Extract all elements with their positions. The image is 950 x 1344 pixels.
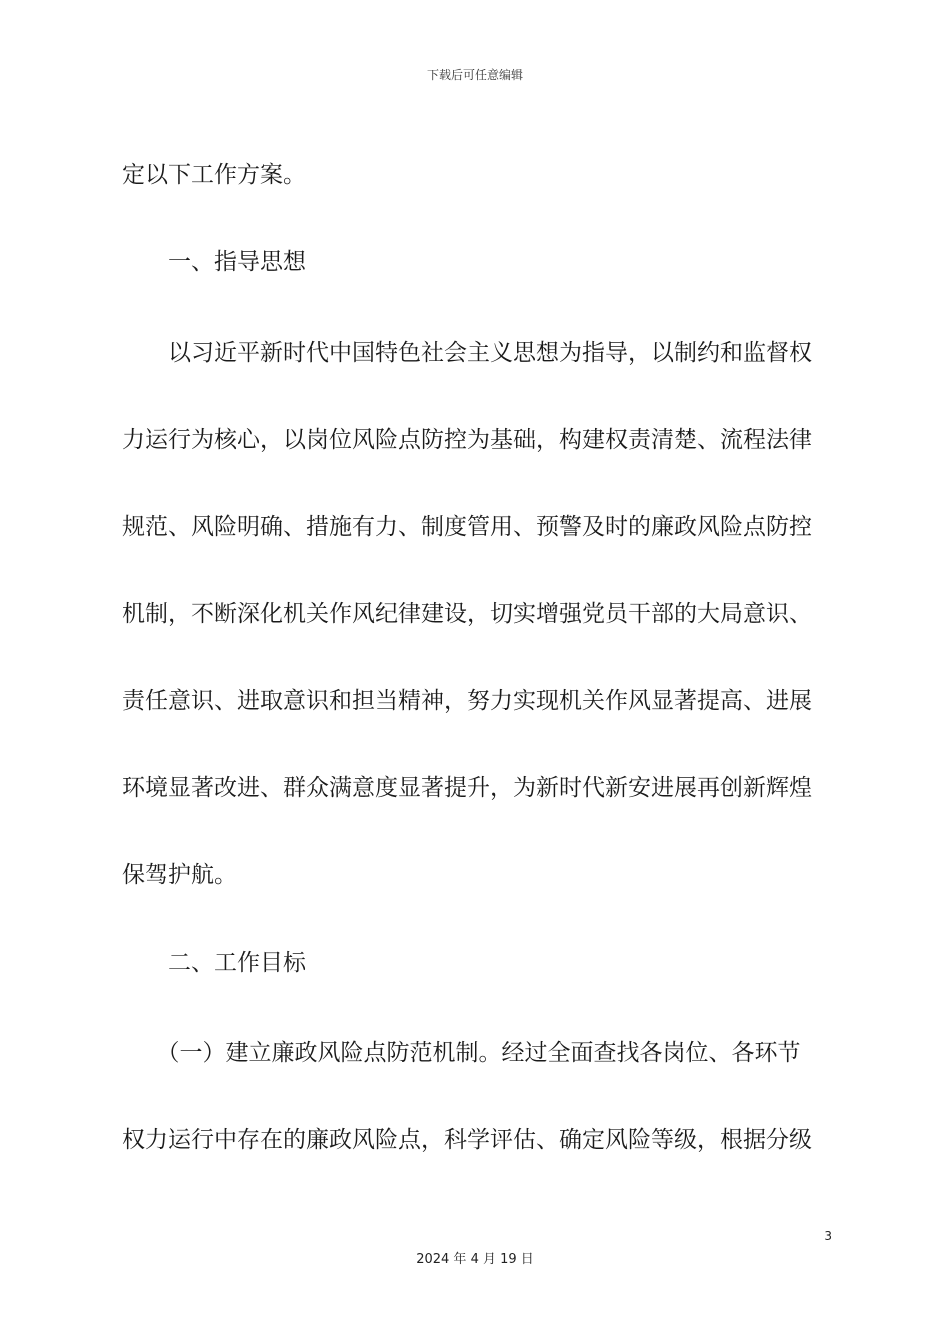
body-line: 权力运行中存在的廉政风险点，科学评估、确定风险等级，根据分级 bbox=[122, 1127, 812, 1153]
footer-date: 2024 年 4 月 19 日 bbox=[416, 1252, 534, 1267]
body-line: 责任意识、进取意识和担当精神，努力实现机关作风显著提高、进展 bbox=[122, 688, 812, 714]
section-heading: 二、工作目标 bbox=[122, 950, 306, 976]
body-line: （一）建立廉政风险点防范机制。经过全面查找各岗位、各环节 bbox=[122, 1040, 801, 1066]
body-line: 机制，不断深化机关作风纪律建设，切实增强党员干部的大局意识、 bbox=[122, 601, 812, 627]
body-line: 保驾护航。 bbox=[122, 862, 237, 888]
body-line: 定以下工作方案。 bbox=[122, 162, 306, 188]
page-number: 3 bbox=[824, 1229, 832, 1243]
body-line: 力运行为核心，以岗位风险点防控为基础，构建权责清楚、流程法律 bbox=[122, 427, 812, 453]
section-heading: 一、指导思想 bbox=[122, 249, 306, 275]
body-line: 规范、风险明确、措施有力、制度管用、预警及时的廉政风险点防控 bbox=[122, 514, 812, 540]
body-line: 环境显著改进、群众满意度显著提升，为新时代新安进展再创新辉煌 bbox=[122, 775, 812, 801]
page-header-note: 下载后可任意编辑 bbox=[426, 68, 523, 82]
body-line: 以习近平新时代中国特色社会主义思想为指导，以制约和监督权 bbox=[122, 340, 812, 366]
